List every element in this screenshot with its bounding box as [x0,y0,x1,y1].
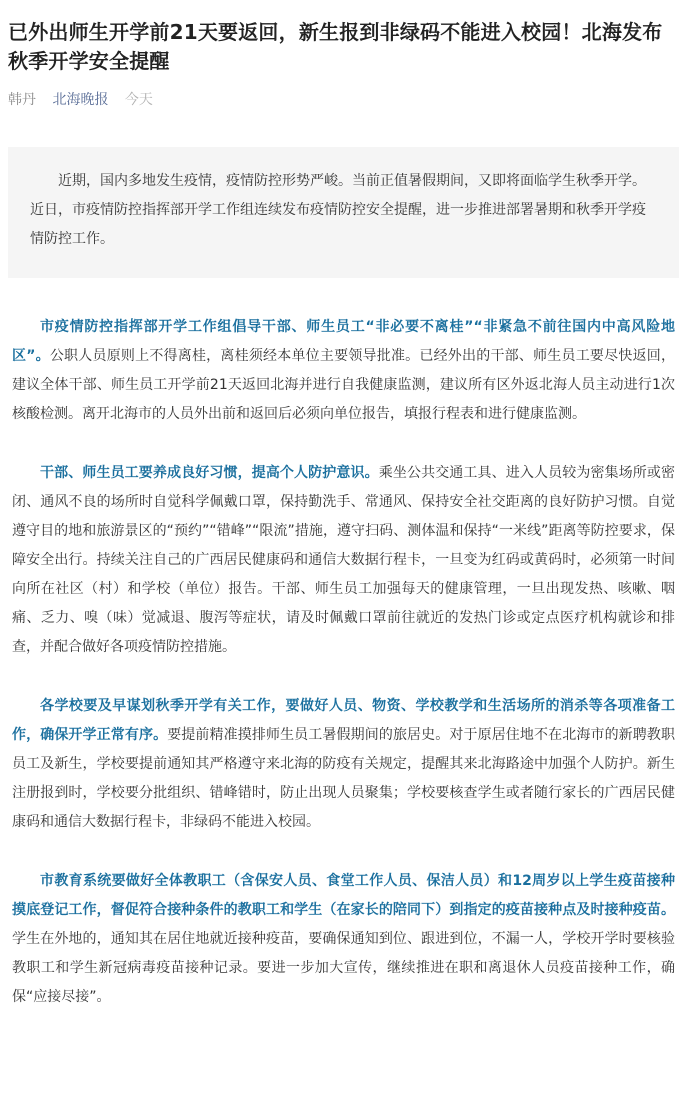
paragraph-3-body: 要提前精准摸排师生员工暑假期间的旅居史。对于原居住地不在北海市的新聘教职员工及新生，学校要提前通知其严格遵守来北海的防疫有关规定，提醒其来北海路途中加强个人防护。新生注册报到时，学校要分批组织、错峰错时，防止出现人员聚集；学校要核查学生或者随行家长的广西居民健康码和通信大数据行程卡，非绿码不能进入校园。 [12,727,676,830]
paragraph-1 [8,313,679,429]
paragraph-4-body: 学生在外地的，通知其在居住地就近接种疫苗，要确保通知到位、跟进到位，不漏一人，学校开学时要核验教职工和学生新冠病毒疫苗接种记录。要进一步加大宣传，继续推进在职和离退休人员疫苗接种工作，确保“应接尽接”。 [12,931,675,1005]
paragraph-4 [8,867,679,1012]
article-meta [8,90,679,110]
paragraph-2 [8,459,679,662]
account-name-link[interactable]: 北海晚报 [52,92,109,108]
paragraph-2-body: 乘坐公共交通工具、进入人员较为密集场所或密闭、通风不良的场所时自觉科学佩戴口罩，保持勤洗手、常通风、保持安全社交距离的良好防护习惯。自觉遵守目的地和旅游景区的“预约”“错峰”“限流”措施，遵守扫码、测体温和保持“一米线”距离等防控要求，保障安全出行。持续关注自己的广西居民健康码和通信大数据行程卡，一旦变为红码或黄码时，必须第一时间向所在社区（村）和学校（单位）报告。干部、师生员工加强每天的健康管理，一旦出现发热、咳嗽、咽痛、乏力、嗅（味）觉减退、腹泻等症状，请及时佩戴口罩前往就近的发热门诊或定点医疗机构就诊和排查，并配合做好各项疫情防控措施。 [12,465,676,655]
article-title: 已外出师生开学前21天要返回，新生报到非绿码不能进入校园！北海发布秋季开学安全提醒 [8,20,663,73]
paragraph-3 [8,692,679,837]
paragraph-2-lead: 干部、师生员工要养成良好习惯，提高个人防护意识。 [40,465,379,481]
paragraph-4-lead: 市教育系统要做好全体教职工（含保安人员、食堂工作人员、保洁人员）和12周岁以上学生疫苗接种摸底登记工作，督促符合接种条件的教职工和学生（在家长的陪同下）到指定的疫苗接种点及时接种疫苗。 [12,873,675,918]
publish-time: 今天 [124,92,153,108]
author-name: 韩丹 [8,92,36,108]
paragraph-1-body: 公职人员原则上不得离桂，离桂须经本单位主要领导批准。已经外出的干部、师生员工要尽快返回，建议全体干部、师生员工开学前21天返回北海并进行自我健康监测，建议所有区外返北海人员主动进行1次核酸检测。离开北海市的人员外出前和返回后必须向单位报告，填报行程表和进行健康监测。 [12,348,675,422]
intro-box: 近期，国内多地发生疫情，疫情防控形势严峻。当前正值暑假期间，又即将面临学生秋季开学。近日，市疫情防控指挥部开学工作组连续发布疫情防控安全提醒，进一步推进部署暑期和秋季开学疫情防控工作。 [8,147,679,278]
paragraph-3-lead: 各学校要及早谋划秋季开学有关工作，要做好人员、物资、学校教学和生活场所的消杀等各项准备工作，确保开学正常有序。 [12,698,675,743]
paragraph-1-lead: 市疫情防控指挥部开学工作组倡导干部、师生员工“非必要不离桂”“非紧急不前往国内中高风险地区”。 [12,319,675,364]
